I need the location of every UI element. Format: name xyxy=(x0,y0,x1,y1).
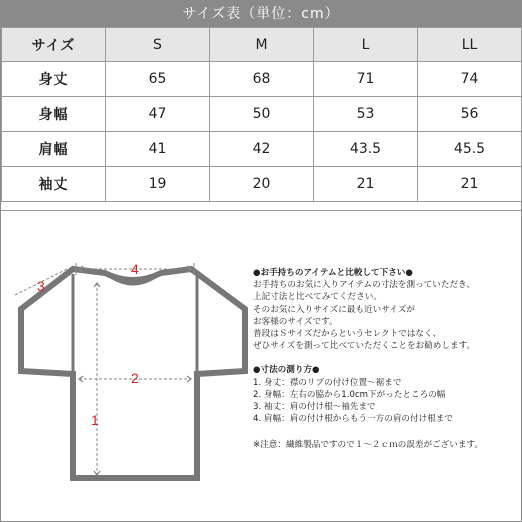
table-cell: 56 xyxy=(418,97,522,132)
table-cell: 43.5 xyxy=(314,132,418,167)
size-table xyxy=(1,27,522,202)
size-header-label: サイズ xyxy=(2,28,106,62)
table-cell: 74 xyxy=(418,62,522,97)
row-label: 身丈 xyxy=(2,62,106,97)
table-cell: 19 xyxy=(106,167,210,202)
compare-heading: ●お手持ちのアイテムと比較して下さい● xyxy=(253,268,413,278)
marker-4: 4 xyxy=(131,261,139,277)
table-cell: 65 xyxy=(106,62,210,97)
table-cell: 41 xyxy=(106,132,210,167)
compare-line: お手持ちのお気に入りアイテムの寸法を測っていただき、 xyxy=(253,280,475,291)
measure-line: 2. 身幅：左右の脇から1.0cm下がったところの幅 xyxy=(253,389,446,400)
table-cell: 68 xyxy=(210,62,314,97)
table-cell: 50 xyxy=(210,97,314,132)
compare-line: そのお気に入りサイズに最も近いサイズが xyxy=(253,304,415,315)
table-cell: 53 xyxy=(314,97,418,132)
size-chart-title: サイズ表（単位：cm） xyxy=(1,1,521,27)
table-cell: 71 xyxy=(314,62,418,97)
size-header-s: S xyxy=(106,28,210,62)
marker-2: 2 xyxy=(131,370,139,386)
size-header-l: L xyxy=(314,28,418,62)
table-cell: 21 xyxy=(314,167,418,202)
measure-line: 3. 袖丈：肩の付け根〜袖先まで xyxy=(253,402,376,413)
size-header-m: M xyxy=(210,28,314,62)
measurement-section xyxy=(1,210,521,522)
row-label: 袖丈 xyxy=(2,167,106,202)
size-header-ll: LL xyxy=(418,28,522,62)
row-label: 身幅 xyxy=(2,97,106,132)
table-cell: 21 xyxy=(418,167,522,202)
tshirt-diagram xyxy=(1,211,251,522)
table-cell: 42 xyxy=(210,132,314,167)
table-cell: 20 xyxy=(210,167,314,202)
marker-3: 3 xyxy=(37,278,45,294)
compare-line: 普段はＳサイズだからというセレクトではなく、 xyxy=(253,329,442,340)
table-row-body-width xyxy=(2,97,522,132)
notes-panel xyxy=(253,267,519,452)
compare-line: お客様のサイズです。 xyxy=(253,316,338,327)
table-row-shoulder-width xyxy=(2,132,522,167)
table-cell: 47 xyxy=(106,97,210,132)
table-row-sleeve-length xyxy=(2,167,522,202)
size-header-row xyxy=(2,28,522,62)
measure-line: 4. 肩幅：肩の付け根からもう一方の肩の付け根まで xyxy=(253,414,453,425)
measure-heading: ●寸法の測り方● xyxy=(253,365,320,376)
row-label: 肩幅 xyxy=(2,132,106,167)
table-cell: 45.5 xyxy=(418,132,522,167)
marker-1: 1 xyxy=(91,412,99,428)
table-row-body-length xyxy=(2,62,522,97)
measure-line: 1. 身丈：襟のリブの付け位置〜裾まで xyxy=(253,377,402,388)
caution-note: ※注意：繊維製品ですので１〜２ｃｍの誤差がございます。 xyxy=(253,440,483,451)
compare-line: ぜひサイズを測って比べていただくことをお勧めします。 xyxy=(253,341,476,352)
compare-line: 上記寸法と比べてみてください。 xyxy=(253,292,382,303)
